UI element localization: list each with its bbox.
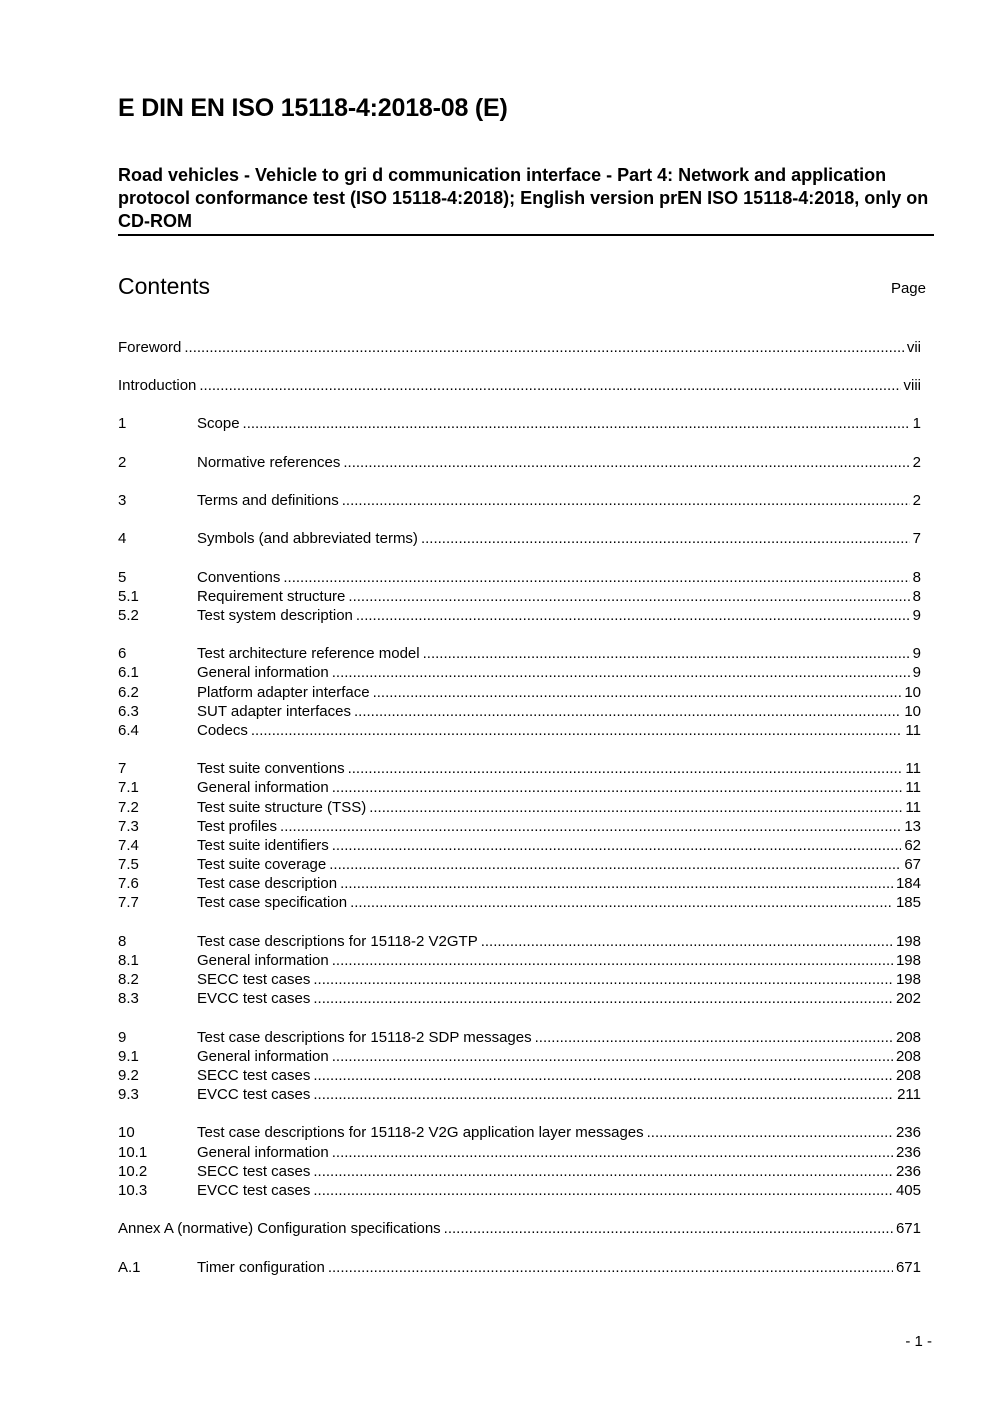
toc-entry-number: 10	[118, 1124, 135, 1141]
toc-entry-title: Conventions	[197, 569, 281, 586]
toc-entry-number: 7.7	[118, 894, 139, 911]
toc-dot-leader	[342, 491, 910, 510]
toc-entry-page: 11	[905, 799, 921, 816]
toc-entry-page: 198	[895, 933, 921, 950]
toc-entry-number: 9.2	[118, 1067, 139, 1084]
toc-dot-leader	[481, 932, 893, 951]
document-title: E DIN EN ISO 15118-4:2018-08 (E)	[118, 94, 508, 122]
toc-entry-number: 7	[118, 760, 127, 777]
toc-entry-5[interactable]	[118, 568, 921, 587]
toc-entry-page: 185	[895, 894, 921, 911]
toc-entry-7-6[interactable]	[118, 874, 921, 893]
toc-entry-page: 405	[895, 1182, 921, 1199]
toc-entry-number: 8.3	[118, 990, 139, 1007]
toc-entry-8-1[interactable]	[118, 951, 921, 970]
toc-entry-2[interactable]	[118, 453, 921, 472]
toc-entry-title: Codecs	[197, 722, 248, 739]
toc-entry-7-2[interactable]	[118, 798, 921, 817]
toc-entry-page: 671	[895, 1220, 921, 1237]
toc-dot-leader	[332, 778, 903, 797]
toc-entry-6-1[interactable]	[118, 663, 921, 682]
toc-entry-number: 6.2	[118, 684, 139, 701]
toc-entry-7-4[interactable]	[118, 836, 921, 855]
toc-entry-title: General information	[197, 1144, 329, 1161]
toc-entry-number: 10.3	[118, 1182, 148, 1199]
toc-entry-7-5[interactable]	[118, 855, 921, 874]
toc-dot-leader	[328, 1258, 893, 1277]
toc-entry-number: 6.1	[118, 664, 139, 681]
toc-entry-page: 198	[895, 971, 921, 988]
toc-entry-title: Symbols (and abbreviated terms)	[197, 530, 418, 547]
toc-entry-number: 6.4	[118, 722, 139, 739]
toc-entry-title: Test case descriptions for 15118-2 V2G application layer messages	[197, 1124, 644, 1141]
toc-dot-leader	[356, 606, 910, 625]
toc-dot-leader	[332, 1143, 893, 1162]
toc-entry-number: 7.1	[118, 779, 139, 796]
toc-entry-title: Normative references	[197, 454, 341, 471]
toc-entry-title: EVCC test cases	[197, 990, 311, 1007]
toc-dot-leader	[373, 683, 902, 702]
toc-entry-title: Test architecture reference model	[197, 645, 420, 662]
toc-dot-leader	[423, 644, 910, 663]
toc-dot-leader	[340, 874, 893, 893]
toc-entry-number: 1	[118, 415, 127, 432]
toc-entry-a-1[interactable]	[118, 1258, 921, 1277]
toc-entry-title: Scope	[197, 415, 240, 432]
toc-entry-page: 8	[912, 569, 921, 586]
toc-entry-page: 62	[904, 837, 921, 854]
toc-entry-number: 2	[118, 454, 127, 471]
toc-entry-title: Test case descriptions for 15118-2 V2GTP	[197, 933, 478, 950]
toc-entry-page: 13	[904, 818, 921, 835]
toc-dot-leader	[348, 759, 903, 778]
toc-entry-title: General information	[197, 952, 329, 969]
toc-dot-leader	[332, 1047, 893, 1066]
toc-dot-leader	[313, 1162, 893, 1181]
toc-entry-page: 9	[912, 607, 921, 624]
toc-dot-leader	[332, 836, 902, 855]
toc-entry-7-1[interactable]	[118, 778, 921, 797]
toc-entry-title: Test suite structure (TSS)	[197, 799, 367, 816]
contents-heading: Contents	[118, 273, 211, 299]
toc-entry-number: 3	[118, 492, 127, 509]
toc-entry-number: 9	[118, 1029, 127, 1046]
toc-entry-10-3[interactable]	[118, 1181, 921, 1200]
toc-entry-number: 6	[118, 645, 127, 662]
toc-entry-page: 208	[895, 1029, 921, 1046]
toc-dot-leader	[332, 951, 893, 970]
toc-entry-title: Annex A (normative) Configuration specifications	[118, 1220, 441, 1237]
document-subtitle: Road vehicles - Vehicle to gri d communication interface - Part 4: Network and application protocol conformance test (ISO 15118-4:2018); English version prEN ISO 15118-4:2018, only on CD-ROM	[118, 165, 929, 231]
toc-entry-page: 184	[895, 875, 921, 892]
toc-entry-title: Requirement structure	[197, 588, 346, 605]
toc-entry-title: Test suite coverage	[197, 856, 327, 873]
toc-entry-7-7[interactable]	[118, 893, 921, 912]
toc-dot-leader	[421, 529, 910, 548]
toc-entry-page: 11	[905, 760, 921, 777]
toc-entry-page: 67	[904, 856, 921, 873]
toc-entry-page: 208	[895, 1067, 921, 1084]
toc-dot-leader	[280, 817, 901, 836]
toc-entry-number: 6.3	[118, 703, 139, 720]
toc-entry-title: Test suite identifiers	[197, 837, 329, 854]
subtitle-divider	[118, 234, 934, 236]
toc-entry-5-1[interactable]	[118, 587, 921, 606]
toc-entry-page: 8	[912, 588, 921, 605]
toc-entry-5-2[interactable]	[118, 606, 921, 625]
toc-entry-title: Test profiles	[197, 818, 278, 835]
toc-dot-leader	[343, 453, 909, 472]
toc-entry-1[interactable]	[118, 414, 921, 433]
toc-dot-leader	[313, 1085, 894, 1104]
toc-dot-leader	[354, 702, 901, 721]
toc-entry-8-3[interactable]	[118, 989, 921, 1008]
toc-entry-page: viii	[903, 377, 921, 394]
toc-entry-title: Test case specification	[197, 894, 348, 911]
toc-entry-number: 10.1	[118, 1144, 148, 1161]
toc-dot-leader	[348, 587, 909, 606]
toc-entry-title: Timer configuration	[197, 1259, 325, 1276]
toc-entry-title: General information	[197, 1048, 329, 1065]
toc-entry-page: 198	[895, 952, 921, 969]
toc-entry-page: 11	[905, 722, 921, 739]
toc-entry-page: vii	[906, 339, 921, 356]
toc-entry-title: SECC test cases	[197, 1163, 311, 1180]
toc-entry-6-4[interactable]	[118, 721, 921, 740]
toc-dot-leader	[369, 798, 902, 817]
toc-entry-10-2[interactable]	[118, 1162, 921, 1181]
toc-entry-title: Test system description	[197, 607, 353, 624]
toc-entry-page: 236	[895, 1163, 921, 1180]
toc-entry-9[interactable]	[118, 1028, 921, 1047]
toc-entry-page: 11	[905, 779, 921, 796]
toc-entry-page: 10	[904, 684, 921, 701]
toc-entry-page: 9	[912, 645, 921, 662]
toc-entry-number: 8	[118, 933, 127, 950]
toc-entry-number: 7.2	[118, 799, 139, 816]
toc-entry-number: 9.3	[118, 1086, 139, 1103]
toc-entry-6-2[interactable]	[118, 683, 921, 702]
toc-entry-number: 5.1	[118, 588, 139, 605]
toc-entry-page: 1	[912, 415, 921, 432]
toc-entry-title: Test case descriptions for 15118-2 SDP messages	[197, 1029, 532, 1046]
toc-entry-page: 211	[897, 1086, 921, 1103]
toc-entry-title: SECC test cases	[197, 971, 311, 988]
page-column-heading: Page	[890, 280, 926, 297]
toc-dot-leader	[199, 376, 900, 395]
toc-entry-number: 7.4	[118, 837, 139, 854]
toc-entry-page: 9	[912, 664, 921, 681]
toc-entry-7[interactable]	[118, 759, 921, 778]
toc-entry-page: 2	[912, 492, 921, 509]
toc-entry-title: General information	[197, 664, 329, 681]
toc-entry-title: General information	[197, 779, 329, 796]
toc-dot-leader	[329, 855, 901, 874]
toc-entry-introduction[interactable]	[118, 376, 921, 395]
toc-dot-leader	[313, 989, 893, 1008]
toc-entry-title: SUT adapter interfaces	[197, 703, 351, 720]
toc-entry-4[interactable]	[118, 529, 921, 548]
toc-entry-9-2[interactable]	[118, 1066, 921, 1085]
toc-entry-title: Introduction	[118, 377, 197, 394]
toc-entry-title: Platform adapter interface	[197, 684, 370, 701]
toc-dot-leader	[535, 1028, 893, 1047]
toc-entry-page: 2	[912, 454, 921, 471]
toc-dot-leader	[332, 663, 910, 682]
toc-entry-title: Foreword	[118, 339, 182, 356]
toc-dot-leader	[251, 721, 903, 740]
toc-entry-title: Terms and definitions	[197, 492, 339, 509]
toc-entry-number: 7.6	[118, 875, 139, 892]
toc-entry-8-2[interactable]	[118, 970, 921, 989]
toc-entry-title: EVCC test cases	[197, 1182, 311, 1199]
toc-entry-9-1[interactable]	[118, 1047, 921, 1066]
toc-entry-number: 4	[118, 530, 127, 547]
toc-entry-number: 8.1	[118, 952, 139, 969]
toc-entry-foreword[interactable]	[118, 338, 921, 357]
toc-entry-6[interactable]	[118, 644, 921, 663]
toc-entry-title: EVCC test cases	[197, 1086, 311, 1103]
page-number: - 1 -	[905, 1333, 932, 1350]
toc-entry-8[interactable]	[118, 932, 921, 951]
toc-entry-10[interactable]	[118, 1123, 921, 1142]
toc-entry-9-3[interactable]	[118, 1085, 921, 1104]
toc-entry-number: 5.2	[118, 607, 139, 624]
toc-entry-page: 10	[904, 703, 921, 720]
toc-entry-annex-a[interactable]	[118, 1219, 921, 1238]
toc-entry-title: Test suite conventions	[197, 760, 345, 777]
toc-entry-3[interactable]	[118, 491, 921, 510]
toc-entry-number: 7.3	[118, 818, 139, 835]
toc-dot-leader	[243, 414, 910, 433]
toc-entry-number: 9.1	[118, 1048, 139, 1065]
toc-dot-leader	[313, 970, 893, 989]
toc-entry-page: 202	[895, 990, 921, 1007]
toc-entry-number: A.1	[118, 1259, 141, 1276]
toc-dot-leader	[350, 893, 893, 912]
toc-entry-10-1[interactable]	[118, 1143, 921, 1162]
toc-entry-page: 208	[895, 1048, 921, 1065]
toc-dot-leader	[283, 568, 909, 587]
toc-entry-page: 236	[895, 1144, 921, 1161]
toc-entry-page: 671	[895, 1259, 921, 1276]
toc-entry-number: 10.2	[118, 1163, 148, 1180]
toc-entry-number: 8.2	[118, 971, 139, 988]
toc-entry-page: 236	[895, 1124, 921, 1141]
toc-entry-number: 7.5	[118, 856, 139, 873]
toc-entry-6-3[interactable]	[118, 702, 921, 721]
toc-dot-leader	[444, 1219, 893, 1238]
toc-dot-leader	[313, 1181, 893, 1200]
toc-dot-leader	[313, 1066, 893, 1085]
toc-dot-leader	[647, 1123, 893, 1142]
toc-entry-title: Test case description	[197, 875, 338, 892]
toc-entry-title: SECC test cases	[197, 1067, 311, 1084]
toc-dot-leader	[184, 338, 903, 357]
toc-entry-number: 5	[118, 569, 127, 586]
toc-entry-page: 7	[912, 530, 921, 547]
toc-entry-7-3[interactable]	[118, 817, 921, 836]
